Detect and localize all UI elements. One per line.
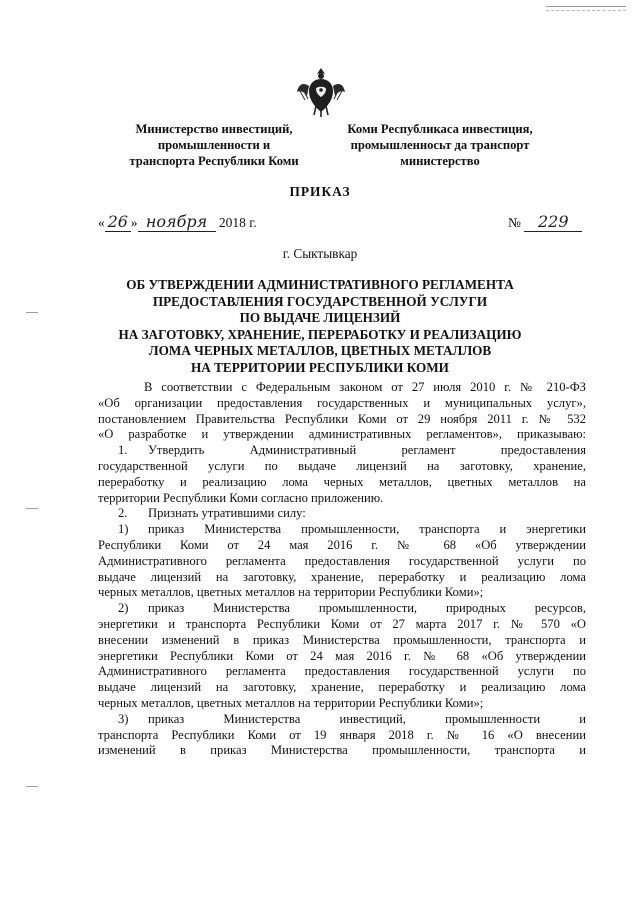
subitem-2-line: выдаче лицензий на заготовку, хранение, переработку и реализацию лома bbox=[98, 680, 586, 695]
header-right-line: Коми Республикаса инвестиция, bbox=[347, 122, 533, 136]
header-left-line: транспорта Республики Коми bbox=[129, 154, 299, 168]
subitem-2-text: приказ Министерства промышленности, природных ресурсов, bbox=[148, 601, 586, 616]
scan-edge-mark bbox=[546, 6, 626, 11]
preamble-line: «Об организации предоставления государственных и муниципальных услуг», bbox=[98, 395, 586, 410]
date-open-quote: « bbox=[98, 215, 105, 230]
subitem-2-line: внесении изменений в приказ Министерства промышленности, транспорта и bbox=[98, 632, 586, 647]
item-1-text: Утвердить Административный регламент предоставления bbox=[148, 443, 586, 458]
margin-mark bbox=[26, 786, 38, 788]
subitem-1-first-line bbox=[98, 522, 586, 538]
subitem-3-text: приказ Министерства инвестиций, промышленности и bbox=[148, 711, 586, 726]
preamble-line: В соответствии с Федеральным законом от 27 июля 2010 г. № 210-ФЗ bbox=[144, 380, 586, 394]
item-2-text: Признать утратившими силу: bbox=[148, 506, 306, 521]
document-title bbox=[30, 277, 610, 376]
item-1-line: территории Республики Коми согласно приложению. bbox=[98, 490, 384, 505]
number-handwritten: 229 bbox=[524, 213, 582, 232]
header-right-line: промышленносьт да транспорт bbox=[350, 138, 530, 152]
item-1-line: государственной услуги по выдаче лицензий на заготовку, хранение, bbox=[98, 458, 586, 473]
header-right-line: министерство bbox=[400, 154, 480, 168]
date-month-handwritten: ноября bbox=[138, 213, 216, 232]
header-ministry-russian bbox=[104, 121, 324, 169]
title-line: ПРЕДОСТАВЛЕНИЯ ГОСУДАРСТВЕННОЙ УСЛУГИ bbox=[152, 293, 488, 309]
subitem-1-line: черных металлов, цветных металлов на территории Республики Коми»; bbox=[98, 585, 484, 600]
document-city: г. Сыктывкар bbox=[282, 246, 358, 261]
header-left-line: промышленности и bbox=[157, 138, 271, 152]
subitem-2-first-line bbox=[98, 601, 586, 617]
subitem-3-line: изменений в приказ Министерства промышленности, транспорта и bbox=[98, 743, 586, 758]
title-line: ПО ВЫДАЧЕ ЛИЦЕНЗИЙ bbox=[239, 310, 401, 325]
document-type: ПРИКАЗ bbox=[289, 184, 351, 199]
subitem-1-label: 1) bbox=[118, 522, 129, 537]
item-1-line: переработку и реализацию лома черных металлов, цветных металлов на bbox=[98, 474, 586, 489]
subitem-2-line: черных металлов, цветных металлов на территории Республики Коми»; bbox=[98, 695, 484, 710]
item-2-label: 2. bbox=[118, 506, 128, 521]
number-label: № bbox=[508, 215, 521, 230]
item-1-label: 1. bbox=[118, 443, 128, 458]
header-left-line: Министерство инвестиций, bbox=[135, 122, 293, 136]
header-ministry-komi bbox=[330, 121, 550, 169]
date-year: 2018 г. bbox=[218, 215, 257, 230]
subitem-2-line: энергетики и транспорта Республики Коми от 27 марта 2017 г. № 570 «О bbox=[98, 616, 586, 631]
date-close-quote: » bbox=[130, 215, 138, 230]
preamble-line: постановлением Правительства Республики Коми от 29 ноября 2011 г. № 532 bbox=[98, 411, 586, 426]
item-1-first-line bbox=[98, 443, 586, 459]
subitem-1-line: выдаче лицензий на заготовку, хранение, переработку и реализацию лома bbox=[98, 569, 586, 584]
subitem-2-line: Административного регламента предоставления государственной услуги по bbox=[98, 664, 586, 679]
subitem-3-first-line bbox=[98, 712, 586, 728]
subitem-3-line: транспорта Республики Коми от 19 января 2018 г. № 16 «О внесении bbox=[98, 727, 586, 742]
order-number bbox=[508, 212, 582, 234]
subitem-1-line: Административного регламента предоставления государственной услуги по bbox=[98, 553, 586, 568]
subitem-1-text: приказ Министерства промышленности, транспорта и энергетики bbox=[148, 522, 586, 537]
subitem-2-label: 2) bbox=[118, 601, 129, 616]
subitem-2-line: энергетики Республики Коми от 24 мая 2016 г. № 68 «Об утверждении bbox=[98, 648, 586, 663]
margin-mark bbox=[26, 508, 38, 510]
title-line: ОБ УТВЕРЖДЕНИИ АДМИНИСТРАТИВНОГО РЕГЛАМЕНТА bbox=[126, 277, 514, 292]
date-day-handwritten: 26 bbox=[105, 213, 131, 232]
title-line: ЛОМА ЧЕРНЫХ МЕТАЛЛОВ, ЦВЕТНЫХ МЕТАЛЛОВ bbox=[148, 343, 492, 358]
title-line: НА ТЕРРИТОРИИ РЕСПУБЛИКИ КОМИ bbox=[191, 359, 449, 375]
item-2-line bbox=[98, 506, 586, 522]
komi-coat-of-arms-icon bbox=[294, 64, 348, 118]
preamble-line: «О разработке и утверждении административных регламентов», приказываю: bbox=[98, 427, 586, 442]
subitem-1-line: Республики Коми от 24 мая 2016 г. № 68 «Об утверждении bbox=[98, 537, 586, 552]
subitem-3-label: 3) bbox=[118, 711, 129, 726]
title-line: НА ЗАГОТОВКУ, ХРАНЕНИЕ, ПЕРЕРАБОТКУ И РЕАЛИЗАЦИЮ bbox=[118, 326, 522, 342]
document-body bbox=[98, 380, 586, 759]
order-date bbox=[98, 212, 257, 234]
